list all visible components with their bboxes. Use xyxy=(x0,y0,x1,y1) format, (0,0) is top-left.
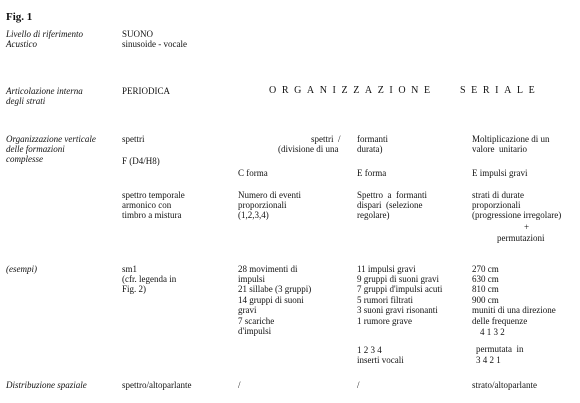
col2-distribuzione: / xyxy=(238,380,241,390)
row-label-distribuzione: Distribuzione spaziale xyxy=(6,380,87,390)
col3-seq: 1 2 3 4 xyxy=(357,345,382,355)
col4-strati-1: strati di durate xyxy=(472,190,524,200)
col3-formanti: formanti xyxy=(357,134,388,144)
row-label-articolazione-1: Articolazione interna xyxy=(6,86,83,96)
organizzazione-word: ORGANIZZAZIONE xyxy=(269,85,436,96)
row-label-articolazione-2: degli strati xyxy=(6,96,46,106)
col4-strati-2: proporzionali xyxy=(472,200,521,210)
row-label-organizzazione-1: Organizzazione verticale xyxy=(6,134,96,144)
col1-spettro-1: spettro temporale xyxy=(122,190,185,200)
col2-numero-3: (1,2,3,4) xyxy=(238,210,269,220)
col4-esempi-2: 630 cm xyxy=(472,274,499,284)
col3-esempi-3: 7 gruppi d'impulsi acuti xyxy=(357,284,443,294)
col2-esempi-5: gravi xyxy=(238,305,257,315)
col3-spettro-2: dispari (selezione xyxy=(357,200,423,210)
col4-esempi-4: 900 cm xyxy=(472,295,499,305)
col4-plus: + xyxy=(524,222,530,232)
col3-durata: durata) xyxy=(357,144,383,154)
col4-seq2: 3 4 2 1 xyxy=(476,355,501,365)
col1-esempi-2: (cfr. legenda in xyxy=(122,274,177,284)
col4-distribuzione: strato/altoparlante xyxy=(472,380,537,390)
col4-strati-3: (progressione irregolare) xyxy=(472,210,562,220)
row-label-organizzazione-3: complesse xyxy=(6,154,43,164)
row-label-esempi: (esempi) xyxy=(6,264,37,274)
col2-esempi-4: 14 gruppi di suoni xyxy=(238,295,304,305)
row-label-organizzazione-2: delle formazioni xyxy=(6,144,65,154)
col3-esempi-6: 1 rumore grave xyxy=(357,316,412,326)
periodica-label: PERIODICA xyxy=(122,86,171,96)
col2-esempi-6: 7 scariche xyxy=(238,316,275,326)
col2-esempi-7: d'impulsi xyxy=(238,326,272,336)
row-label-livello-2: Acustico xyxy=(6,39,37,49)
col3-e-forma: E forma xyxy=(357,168,387,178)
figure-label: Fig. 1 xyxy=(6,11,33,23)
col3-esempi-5: 3 suoni gravi risonanti xyxy=(357,305,438,315)
col4-molt-2: valore unitario xyxy=(472,144,527,154)
col1-distribuzione: spettro/altoparlante xyxy=(122,380,192,390)
col2-numero-2: proporzionali xyxy=(238,200,287,210)
suono-title: SUONO xyxy=(122,29,154,39)
col3-spettro-1: Spettro a formanti xyxy=(357,190,427,200)
col3-esempi-4: 5 rumori filtrati xyxy=(357,295,413,305)
col4-seq1: 4 1 3 2 xyxy=(480,327,505,337)
col1-f: F (D4/H8) xyxy=(122,156,160,166)
col3-distribuzione: / xyxy=(357,380,360,390)
col4-e-impulsi: E impulsi gravi xyxy=(472,168,528,178)
col3-spettro-3: regolare) xyxy=(357,210,390,220)
col3-esempi-2: 9 gruppi di suoni gravi xyxy=(357,274,439,284)
col3-inserti: inserti vocali xyxy=(357,355,404,365)
col2-esempi-3: 21 sillabe (3 gruppi) xyxy=(238,284,312,294)
col1-spettro-2: armonico con xyxy=(122,200,172,210)
col2-esempi-2: impulsi xyxy=(238,274,266,284)
row-label-livello-1: Livello di riferimento xyxy=(6,29,83,39)
col4-esempi-1: 270 cm xyxy=(472,264,499,274)
col2-esempi-1: 28 movimenti di xyxy=(238,264,298,274)
suono-subtitle: sinusoide - vocale xyxy=(122,39,187,49)
col1-spettri: spettri xyxy=(122,134,145,144)
seriale-word: SERIALE xyxy=(460,85,541,96)
col3-esempi-1: 11 impulsi gravi xyxy=(357,264,416,274)
col4-esempi-3: 810 cm xyxy=(472,284,499,294)
col1-esempi-3: Fig. 2) xyxy=(122,284,147,294)
col4-esempi-6: delle frequenze xyxy=(472,316,528,326)
col4-molt-1: Moltiplicazione di un xyxy=(472,134,550,144)
col2-spettri-header: spettri / xyxy=(311,134,341,144)
col4-permutazioni: permutazioni xyxy=(497,233,545,243)
col2-divisione: (divisione di una xyxy=(278,144,339,154)
col1-spettro-3: timbro a mistura xyxy=(122,210,182,220)
col1-esempi-1: sm1 xyxy=(122,264,138,274)
col2-numero-1: Numero di eventi xyxy=(238,190,301,200)
col4-esempi-5: muniti di una direzione xyxy=(472,305,556,315)
col4-permutata: permutata in xyxy=(476,344,524,354)
col2-c-forma: C forma xyxy=(238,168,268,178)
